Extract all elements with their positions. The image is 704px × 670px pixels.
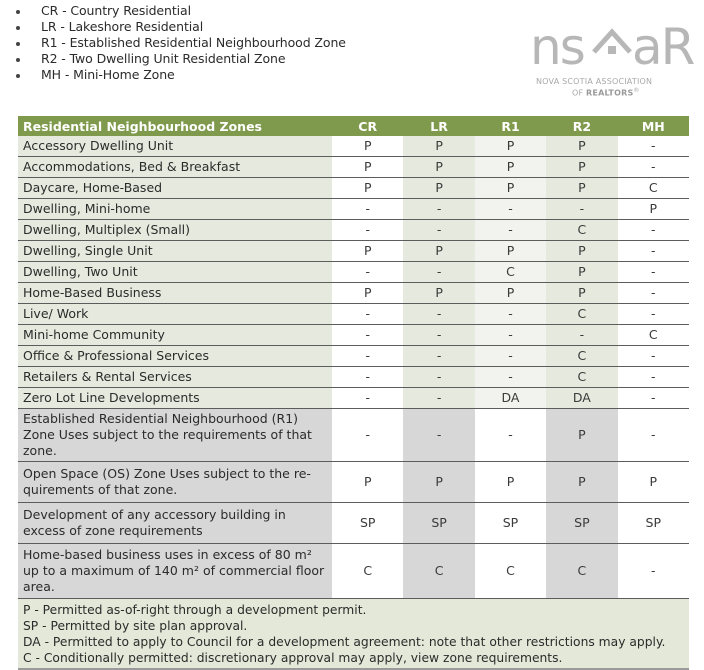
table-row bbox=[18, 199, 689, 220]
cell-cr: - bbox=[332, 262, 403, 283]
key-line: DA - Permitted to apply to Council for a development agreement: note that other restrictions may apply. bbox=[23, 635, 666, 649]
cell-cr: - bbox=[332, 304, 403, 325]
row-label: Dwelling, Single Unit bbox=[18, 241, 332, 262]
cell-r1: - bbox=[475, 367, 546, 388]
cell-lr: - bbox=[403, 346, 474, 367]
cell-r2: - bbox=[546, 199, 617, 220]
table-row bbox=[18, 409, 689, 462]
legend-text: LR - Lakeshore Residential bbox=[41, 19, 204, 34]
cell-lr: P bbox=[403, 157, 474, 178]
logo-wordmark-left: ns bbox=[530, 18, 584, 76]
legend-text: CR - Country Residential bbox=[41, 3, 191, 18]
row-label: Accessory Dwelling Unit bbox=[18, 136, 332, 157]
legend-text: R2 - Two Dwelling Unit Residential Zone bbox=[41, 51, 286, 66]
cell-lr: - bbox=[403, 220, 474, 241]
cell-r2: P bbox=[546, 157, 617, 178]
row-label: Office & Professional Services bbox=[18, 346, 332, 367]
legend-item-r2 bbox=[14, 51, 346, 67]
zones-table bbox=[18, 116, 689, 670]
cell-mh: - bbox=[618, 283, 689, 304]
cell-mh: - bbox=[618, 136, 689, 157]
cell-r1: - bbox=[475, 220, 546, 241]
table-row bbox=[18, 325, 689, 346]
cell-mh: - bbox=[618, 157, 689, 178]
cell-lr: - bbox=[403, 325, 474, 346]
table-row bbox=[18, 136, 689, 157]
cell-lr: - bbox=[403, 262, 474, 283]
table-row bbox=[18, 283, 689, 304]
cell-mh: - bbox=[618, 220, 689, 241]
cell-r1: C bbox=[475, 544, 546, 599]
table-row bbox=[18, 178, 689, 199]
cell-lr: - bbox=[403, 367, 474, 388]
key-line: P - Permitted as-of-right through a development permit. bbox=[23, 603, 367, 617]
row-label: Daycare, Home-Based bbox=[18, 178, 332, 199]
cell-mh: - bbox=[618, 241, 689, 262]
legend-item-mh bbox=[14, 67, 346, 83]
table-row bbox=[18, 544, 689, 599]
cell-mh: - bbox=[618, 409, 689, 462]
cell-r2: SP bbox=[546, 503, 617, 544]
cell-cr: P bbox=[332, 462, 403, 503]
cell-r1: P bbox=[475, 178, 546, 199]
cell-r2: P bbox=[546, 409, 617, 462]
cell-mh: P bbox=[618, 199, 689, 220]
table-row bbox=[18, 220, 689, 241]
bullet-icon bbox=[16, 58, 20, 62]
zone-legend-list bbox=[14, 3, 346, 83]
cell-r1: - bbox=[475, 199, 546, 220]
cell-lr: P bbox=[403, 178, 474, 199]
cell-mh: C bbox=[618, 178, 689, 199]
table-row bbox=[18, 304, 689, 325]
column-header-uses: Residential Neighbourhood Zones bbox=[18, 116, 332, 136]
cell-mh: - bbox=[618, 544, 689, 599]
cell-cr: SP bbox=[332, 503, 403, 544]
row-label: Zero Lot Line Developments bbox=[18, 388, 332, 409]
cell-lr: P bbox=[403, 136, 474, 157]
permission-key bbox=[18, 599, 689, 670]
cell-cr: - bbox=[332, 346, 403, 367]
cell-lr: C bbox=[403, 544, 474, 599]
cell-cr: - bbox=[332, 388, 403, 409]
table-row bbox=[18, 157, 689, 178]
table-row bbox=[18, 262, 689, 283]
cell-r2: C bbox=[546, 304, 617, 325]
bullet-icon bbox=[16, 42, 20, 46]
table-row bbox=[18, 346, 689, 367]
cell-r1: - bbox=[475, 346, 546, 367]
legend-item-r1 bbox=[14, 35, 346, 51]
row-label: Retailers & Rental Services bbox=[18, 367, 332, 388]
key-line: C - Conditionally permitted: discretionary approval may apply, view zone requirements. bbox=[23, 651, 563, 665]
cell-r1: DA bbox=[475, 388, 546, 409]
column-header-lr: LR bbox=[403, 116, 474, 136]
cell-mh: P bbox=[618, 462, 689, 503]
cell-lr: P bbox=[403, 283, 474, 304]
cell-r1: P bbox=[475, 283, 546, 304]
cell-mh: C bbox=[618, 325, 689, 346]
cell-lr: - bbox=[403, 388, 474, 409]
cell-r1: - bbox=[475, 325, 546, 346]
row-label: Dwelling, Multiplex (Small) bbox=[18, 220, 332, 241]
cell-r1: C bbox=[475, 262, 546, 283]
logo-registered-mark: ® bbox=[633, 87, 640, 94]
logo-org-line2 bbox=[572, 87, 640, 98]
row-label: Home-Based Business bbox=[18, 283, 332, 304]
column-header-mh: MH bbox=[618, 116, 689, 136]
row-label: Accommodations, Bed & Breakfast bbox=[18, 157, 332, 178]
column-header-cr: CR bbox=[332, 116, 403, 136]
cell-lr: - bbox=[403, 409, 474, 462]
cell-cr: - bbox=[332, 367, 403, 388]
cell-r1: P bbox=[475, 241, 546, 262]
cell-lr: - bbox=[403, 199, 474, 220]
logo-org-line1: NOVA SCOTIA ASSOCIATION bbox=[536, 77, 653, 86]
cell-r2: C bbox=[546, 220, 617, 241]
cell-mh: SP bbox=[618, 503, 689, 544]
legend-item-cr bbox=[14, 3, 346, 19]
table-row bbox=[18, 241, 689, 262]
logo-org-bold: REALTORS bbox=[586, 88, 634, 98]
table-row bbox=[18, 388, 689, 409]
table-row bbox=[18, 367, 689, 388]
cell-r2: P bbox=[546, 283, 617, 304]
cell-mh: - bbox=[618, 367, 689, 388]
bullet-icon bbox=[16, 26, 20, 30]
logo-org-prefix: OF bbox=[572, 88, 587, 98]
cell-r2: C bbox=[546, 367, 617, 388]
legend-text: MH - Mini-Home Zone bbox=[41, 67, 175, 82]
cell-cr: - bbox=[332, 409, 403, 462]
row-label: Dwelling, Two Unit bbox=[18, 262, 332, 283]
cell-r2: P bbox=[546, 136, 617, 157]
cell-lr: P bbox=[403, 462, 474, 503]
cell-mh: - bbox=[618, 262, 689, 283]
logo-wordmark-right: aR bbox=[632, 18, 694, 76]
cell-r1: P bbox=[475, 157, 546, 178]
cell-cr: P bbox=[332, 241, 403, 262]
permission-key-row bbox=[18, 599, 689, 670]
row-label: Home-based business uses in excess of 80 m² up to a maximum of 140 m² of commercial floor area. bbox=[18, 544, 332, 599]
cell-lr: - bbox=[403, 304, 474, 325]
cell-r2: DA bbox=[546, 388, 617, 409]
cell-mh: - bbox=[618, 388, 689, 409]
cell-cr: P bbox=[332, 178, 403, 199]
cell-r1: SP bbox=[475, 503, 546, 544]
cell-r1: - bbox=[475, 304, 546, 325]
cell-cr: P bbox=[332, 157, 403, 178]
cell-r2: P bbox=[546, 262, 617, 283]
column-header-r2: R2 bbox=[546, 116, 617, 136]
row-label: Open Space (OS) Zone Uses subject to the re-quirements of that zone. bbox=[18, 462, 332, 503]
cell-lr: P bbox=[403, 241, 474, 262]
row-label: Development of any accessory building in excess of zone requirements bbox=[18, 503, 332, 544]
cell-r2: C bbox=[546, 544, 617, 599]
cell-cr: - bbox=[332, 325, 403, 346]
row-label: Mini-home Community bbox=[18, 325, 332, 346]
cell-cr: - bbox=[332, 220, 403, 241]
key-line: SP - Permitted by site plan approval. bbox=[23, 619, 248, 633]
nsar-logo bbox=[528, 18, 694, 100]
legend-item-lr bbox=[14, 19, 346, 35]
row-label: Dwelling, Mini-home bbox=[18, 199, 332, 220]
cell-lr: SP bbox=[403, 503, 474, 544]
cell-mh: - bbox=[618, 304, 689, 325]
table-header-row bbox=[18, 116, 689, 136]
column-header-r1: R1 bbox=[475, 116, 546, 136]
house-roof-icon bbox=[592, 26, 632, 66]
cell-r1: P bbox=[475, 136, 546, 157]
cell-r2: P bbox=[546, 241, 617, 262]
cell-cr: P bbox=[332, 283, 403, 304]
table-row bbox=[18, 503, 689, 544]
cell-cr: - bbox=[332, 199, 403, 220]
cell-mh: - bbox=[618, 346, 689, 367]
bullet-icon bbox=[16, 74, 20, 78]
row-label: Established Residential Neighbourhood (R1) Zone Uses subject to the requirements of that zone. bbox=[18, 409, 332, 462]
table-body bbox=[18, 136, 689, 669]
cell-r2: C bbox=[546, 346, 617, 367]
cell-cr: C bbox=[332, 544, 403, 599]
table-row bbox=[18, 462, 689, 503]
cell-r2: - bbox=[546, 325, 617, 346]
legend-text: R1 - Established Residential Neighbourhood Zone bbox=[41, 35, 346, 50]
bullet-icon bbox=[16, 10, 20, 14]
cell-r2: P bbox=[546, 462, 617, 503]
cell-r1: P bbox=[475, 462, 546, 503]
cell-r1: - bbox=[475, 409, 546, 462]
cell-r2: P bbox=[546, 178, 617, 199]
row-label: Live/ Work bbox=[18, 304, 332, 325]
cell-cr: P bbox=[332, 136, 403, 157]
